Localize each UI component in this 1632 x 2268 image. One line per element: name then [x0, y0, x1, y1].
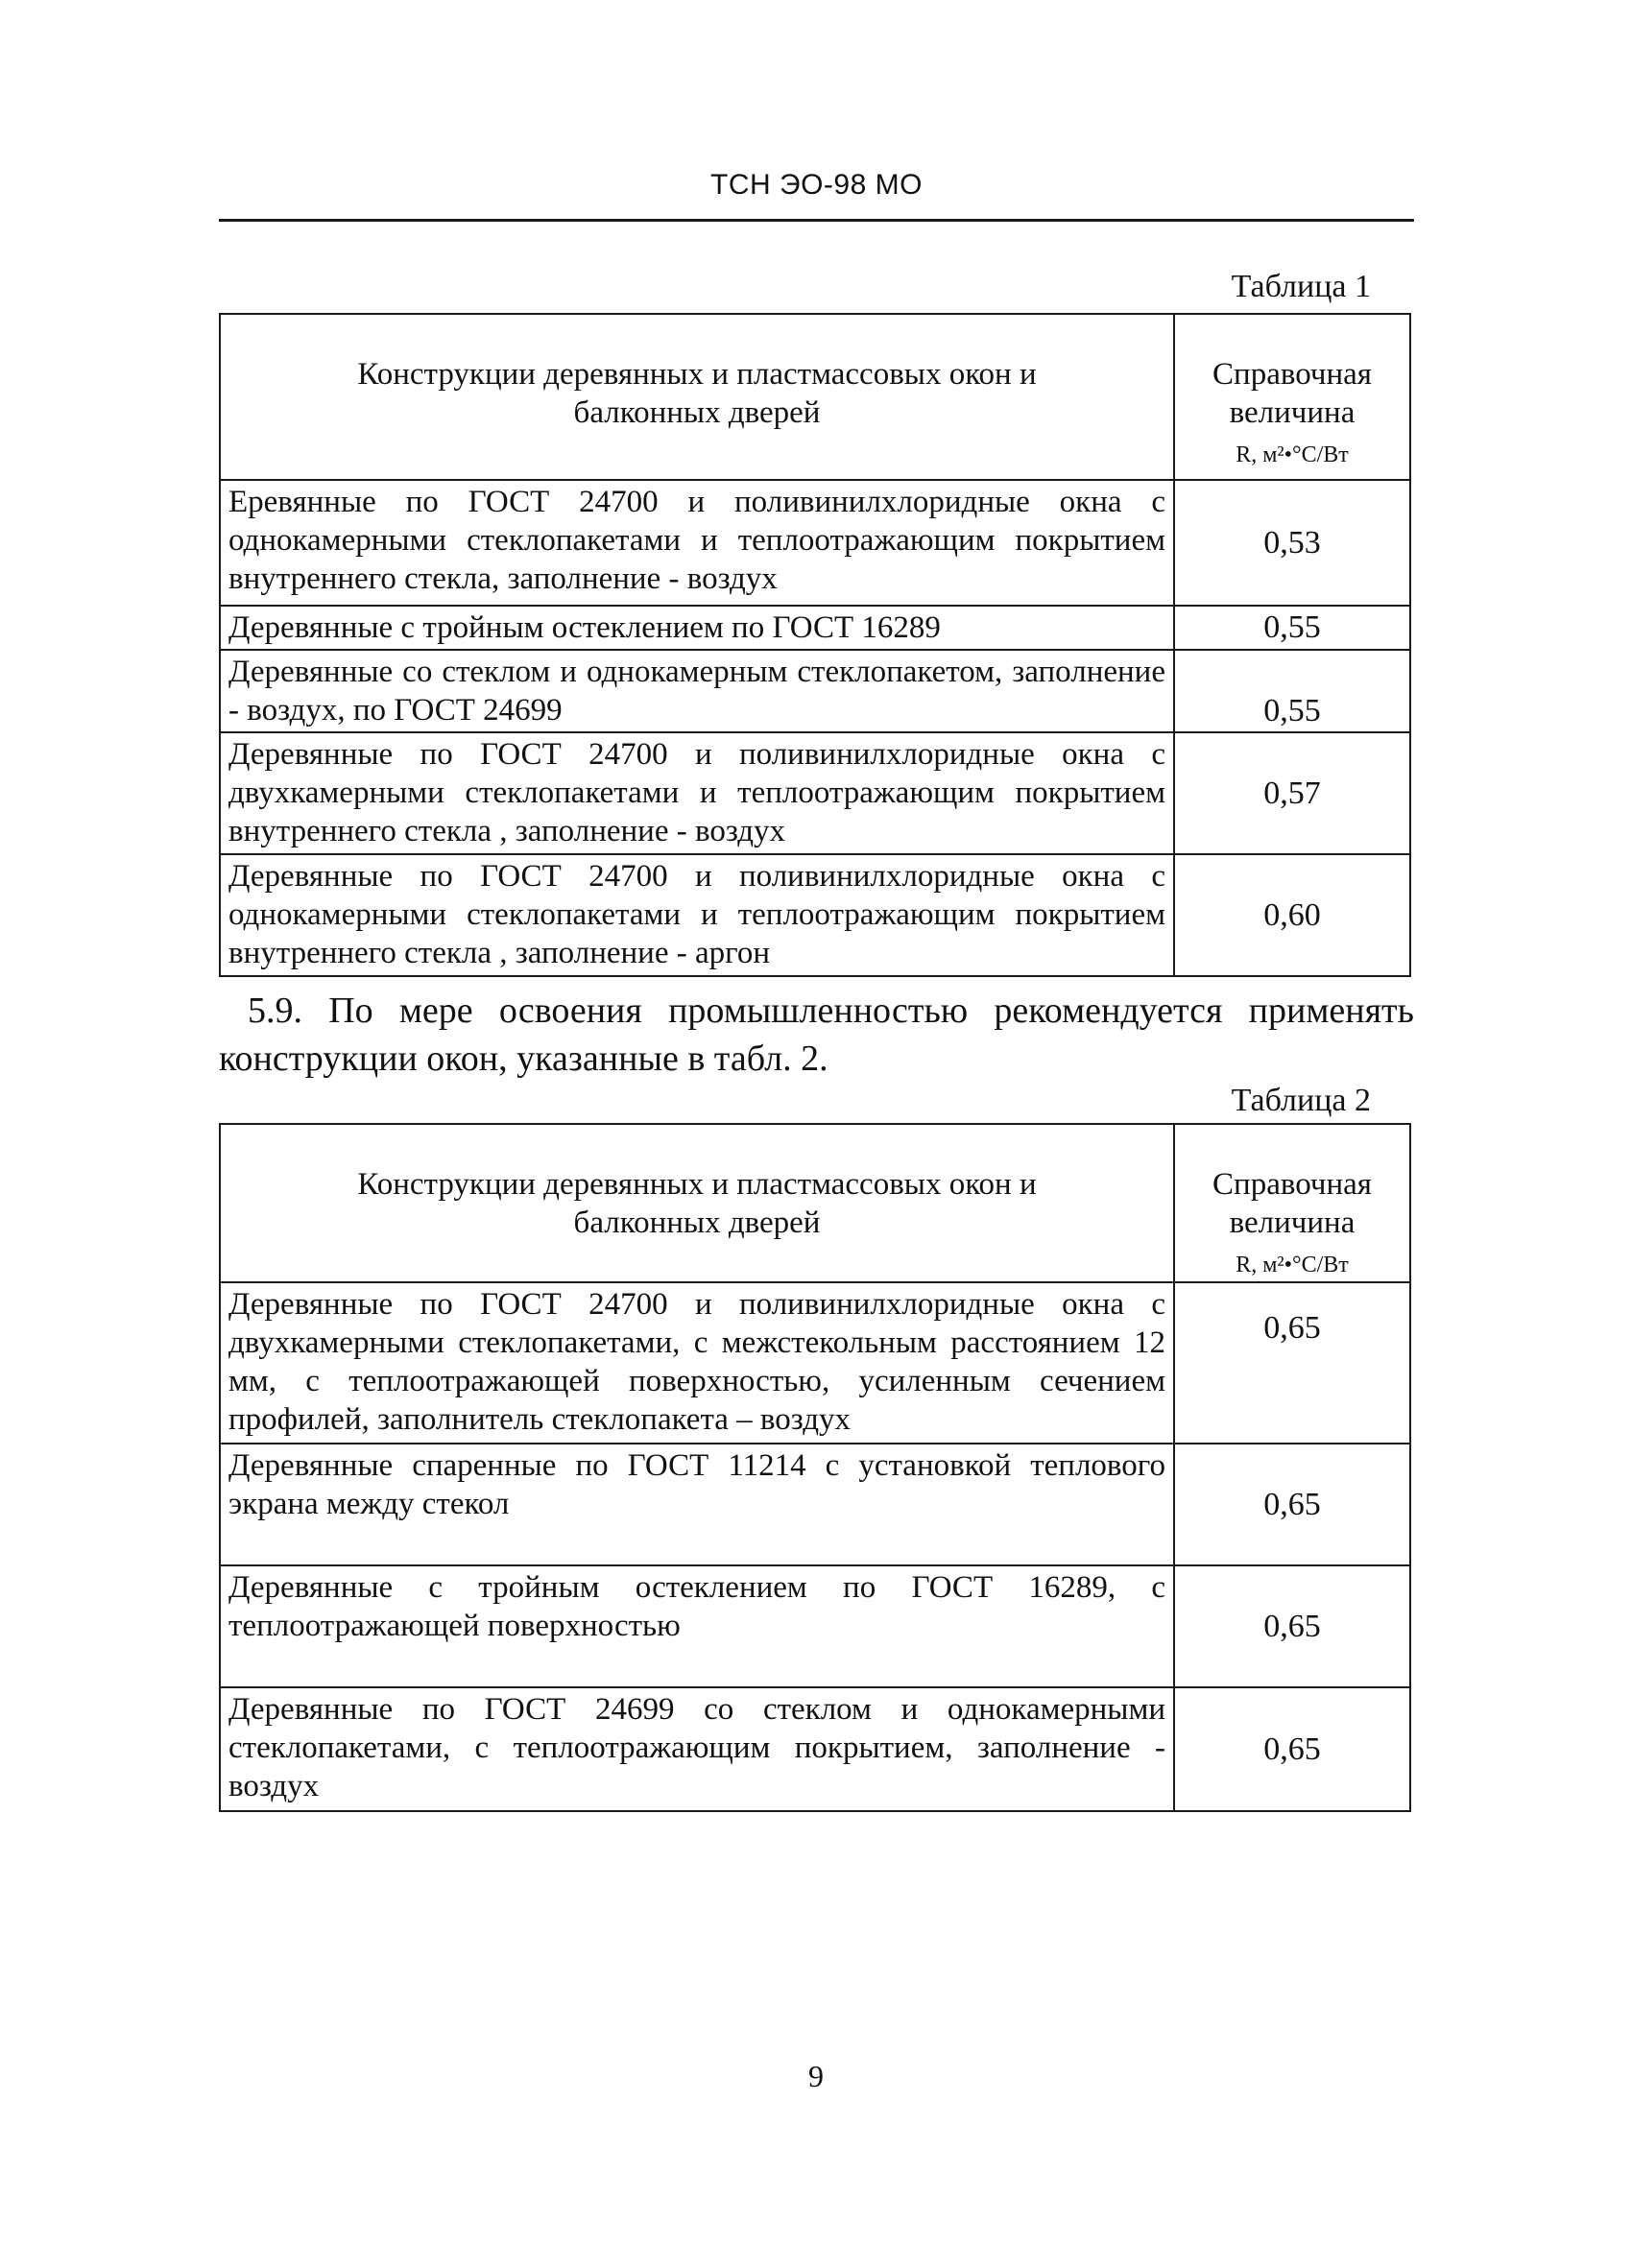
table-1-row-5-construction: Деревянные по ГОСТ 24700 и поливинилхлоридные окна с однокамерными стеклопакетами и теплоотражающим покрытием внутреннего стекла , заполнение - аргон [220, 854, 1174, 976]
table-row [220, 480, 1410, 606]
table-2-row-4-value: 0,65 [1174, 1687, 1410, 1811]
table-1-header-construction-text: Конструкции деревянных и пластмассовых окон и балконных дверей [357, 357, 1037, 430]
table-row [220, 606, 1410, 650]
table-1-row-2-value: 0,55 [1174, 606, 1410, 650]
table-2-row-1-construction: Деревянные по ГОСТ 24700 и поливинилхлоридные окна с двухкамерными стеклопакетами, с межстекольным расстоянием 12 мм, с теплоотражающей поверхностью, усиленным сечением профилей, заполнитель стеклопакета – воздух [220, 1282, 1174, 1444]
table-1-row-2-construction: Деревянные с тройным остеклением по ГОСТ 16289 [220, 606, 1174, 650]
table-2-header-value-text: Справочная величина [1212, 1167, 1372, 1240]
table-1-header-value [1174, 314, 1410, 480]
table-1-header-construction [220, 314, 1174, 480]
table-1-row-1-construction: Еревянные по ГОСТ 24700 и поливинилхлоридные окна с однокамерными стеклопакетами и теплоотражающим покрытием внутреннего стекла, заполнение - воздух [220, 480, 1174, 606]
table-2-row-1-value: 0,65 [1174, 1282, 1410, 1444]
page-number: 9 [808, 2059, 824, 2093]
table-1-header-unit: R, м²•°С/Вт [1236, 442, 1349, 467]
table-row [220, 732, 1410, 854]
table-1-caption: Таблица 1 [1231, 269, 1371, 304]
table-2-row-3-construction: Деревянные с тройным остеклением по ГОСТ 16289, с теплоотражающей поверхностью [220, 1565, 1174, 1687]
table-2-caption: Таблица 2 [1231, 1083, 1371, 1118]
table-1 [219, 313, 1411, 977]
table-row [220, 1687, 1410, 1811]
table-1-header-value-text: Справочная величина [1212, 357, 1372, 430]
table-1-row-4-construction: Деревянные по ГОСТ 24700 и поливинилхлоридные окна с двухкамерными стеклопакетами и теплоотражающим покрытием внутреннего стекла , заполнение - воздух [220, 732, 1174, 854]
table-row [220, 854, 1410, 976]
table-1-row-4-value: 0,57 [1174, 732, 1410, 854]
table-1-row-3-construction: Деревянные со стеклом и однокамерным стеклопакетом, заполнение - воздух, по ГОСТ 24699 [220, 650, 1174, 732]
page-header [219, 161, 1414, 222]
table-row [220, 650, 1410, 732]
table-2-header-construction-text: Конструкции деревянных и пластмассовых окон и балконных дверей [357, 1167, 1037, 1240]
document-code: ТСН ЭО-98 МО [710, 169, 923, 201]
table-2-row-2-value: 0,65 [1174, 1444, 1410, 1565]
table-2-row-2-construction: Деревянные спаренные по ГОСТ 11214 с установкой теплового экрана между стекол [220, 1444, 1174, 1565]
table-1-row-5-value: 0,60 [1174, 854, 1410, 976]
table-row [220, 1565, 1410, 1687]
table-1-row-1-value: 0,53 [1174, 480, 1410, 606]
table-1-row-3-value: 0,55 [1174, 650, 1410, 732]
table-1-header-row [220, 314, 1410, 480]
table-row [220, 1282, 1410, 1444]
table-2-header-row [220, 1124, 1410, 1282]
table-2-row-4-construction: Деревянные по ГОСТ 24699 со стеклом и однокамерными стеклопакетами, с теплоотражающим покрытием, заполнение - воздух [220, 1687, 1174, 1811]
paragraph-5-9: 5.9. По мере освоения промышленностью рекомендуется применять конструкции окон, указанные в табл. 2. [219, 991, 1414, 1079]
table-2-header-unit: R, м²•°С/Вт [1236, 1253, 1349, 1277]
table-row [220, 1444, 1410, 1565]
table-2-header-construction [220, 1124, 1174, 1282]
table-2 [219, 1123, 1411, 1812]
table-2-header-value [1174, 1124, 1410, 1282]
table-2-row-3-value: 0,65 [1174, 1565, 1410, 1687]
